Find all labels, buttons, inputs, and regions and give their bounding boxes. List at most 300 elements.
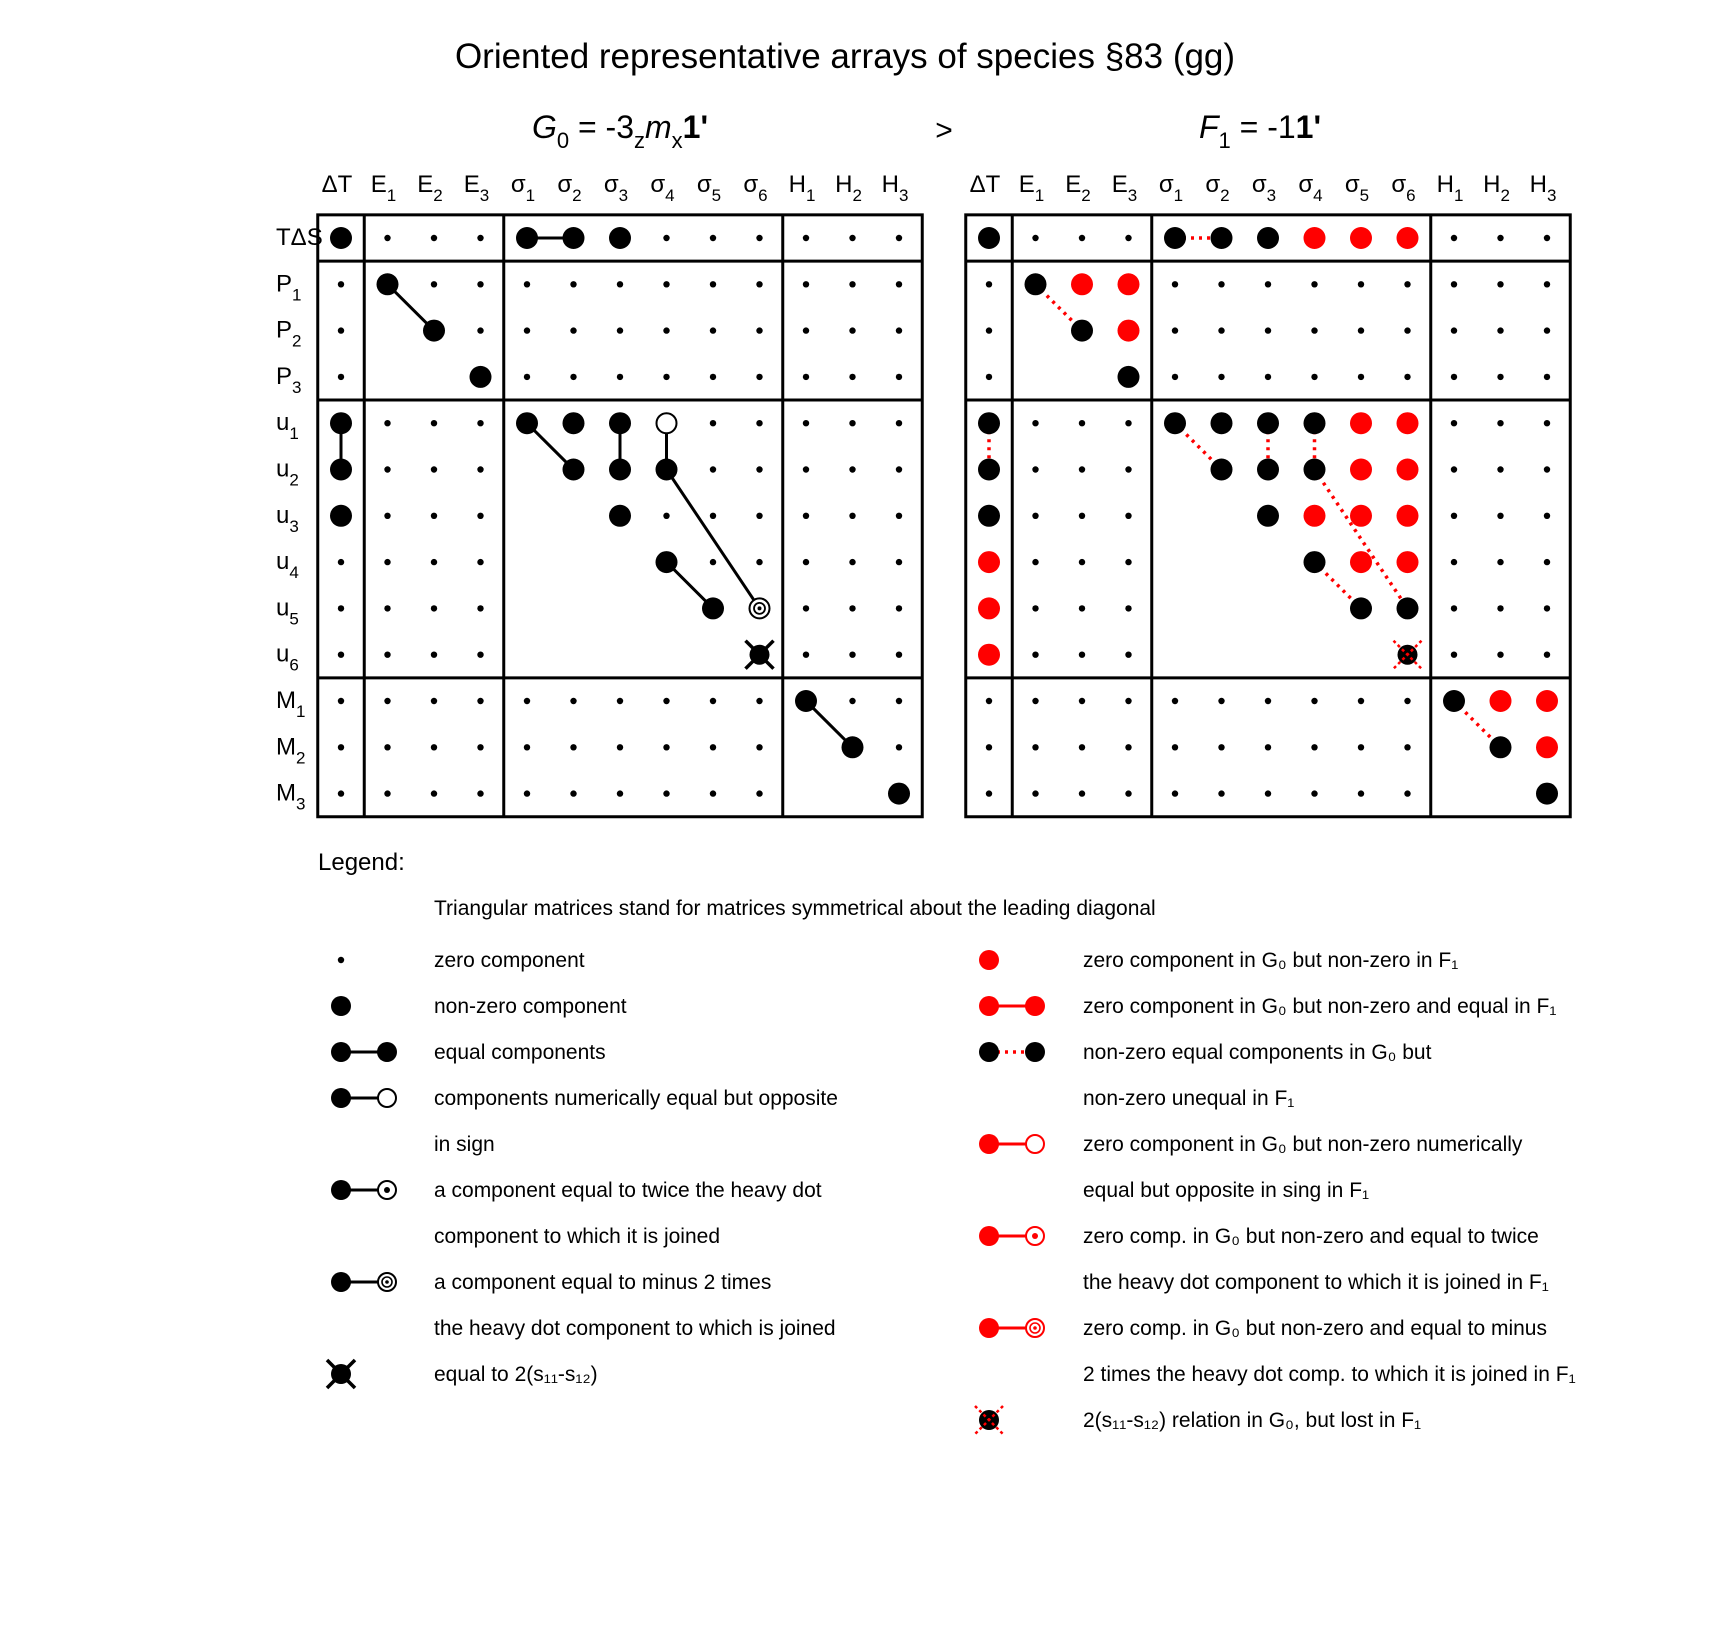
legend-text: equal components	[434, 1041, 606, 1064]
heavy-dot	[1536, 783, 1558, 805]
zero-dot	[1218, 790, 1224, 796]
zero-dot	[617, 698, 623, 704]
heavy-dot	[1350, 597, 1372, 619]
zero-dot	[1544, 605, 1550, 611]
zero-dot	[524, 374, 530, 380]
zero-dot	[1172, 327, 1178, 333]
red-dot	[1397, 551, 1419, 573]
zero-dot	[849, 698, 855, 704]
column-label: $E_2$	[417, 171, 443, 205]
column-label: $E_3$	[1111, 171, 1138, 205]
zero-dot	[1218, 374, 1224, 380]
row-label: $P_2$	[276, 316, 302, 351]
zero-dot	[710, 374, 716, 380]
zero-dot	[477, 698, 483, 704]
legend-text: 2 times the heavy dot comp. to which it is joined in F₁	[1083, 1363, 1576, 1386]
legend-item	[979, 1041, 1432, 1110]
heavy-dot	[702, 597, 724, 619]
heavy-dot	[656, 551, 678, 573]
red-dot	[1397, 505, 1419, 527]
column-label: $H_1$	[1436, 171, 1464, 205]
zero-dot	[896, 327, 902, 333]
zero-dot	[1404, 374, 1410, 380]
zero-dot	[1358, 790, 1364, 796]
zero-dot	[849, 605, 855, 611]
zero-dot	[803, 374, 809, 380]
zero-dot	[1358, 698, 1364, 704]
zero-dot	[1497, 420, 1503, 426]
zero-dot	[477, 744, 483, 750]
zero-dot	[1079, 559, 1085, 565]
legend-text: non-zero equal components in G₀ but	[1083, 1041, 1432, 1064]
zero-dot	[896, 513, 902, 519]
zero-dot	[849, 374, 855, 380]
zero-dot	[384, 559, 390, 565]
legend-item	[327, 1360, 598, 1388]
zero-dot	[1544, 327, 1550, 333]
relation-line	[667, 470, 760, 609]
zero-dot	[1544, 281, 1550, 287]
heavy-dot	[1397, 597, 1419, 619]
zero-dot	[803, 605, 809, 611]
zero-dot	[1544, 652, 1550, 658]
row-label: $u_1$	[276, 409, 299, 444]
legend-text: in sign	[434, 1133, 495, 1156]
red-dot	[978, 597, 1000, 619]
cross-dot-icon	[327, 1360, 355, 1388]
zero-dot	[570, 790, 576, 796]
zero-dot	[849, 281, 855, 287]
zero-dot	[849, 652, 855, 658]
red-dot	[978, 644, 1000, 666]
zero-dot	[431, 698, 437, 704]
zero-dot	[896, 559, 902, 565]
red-dot	[1536, 736, 1558, 758]
legend-item	[331, 1087, 838, 1156]
zero-dot	[896, 744, 902, 750]
heavy-dot	[470, 366, 492, 388]
zero-dot	[803, 466, 809, 472]
zero-dot	[384, 605, 390, 611]
zero-dot	[1265, 744, 1271, 750]
red-bullseye-icon	[979, 1318, 1044, 1338]
zero-dot	[710, 513, 716, 519]
heavy-dotcircle-icon	[331, 1180, 396, 1200]
zero-dot	[710, 420, 716, 426]
zero-dot	[617, 790, 623, 796]
row-label: $M_3$	[276, 779, 306, 814]
zero-dot	[384, 235, 390, 241]
zero-dot	[338, 744, 344, 750]
zero-dot	[1497, 559, 1503, 565]
zero-dot	[1125, 513, 1131, 519]
zero-dot	[756, 466, 762, 472]
column-label: $\sigma_2$	[1205, 171, 1230, 205]
zero-dot	[849, 235, 855, 241]
zero-dot	[1265, 327, 1271, 333]
zero-dot	[896, 235, 902, 241]
zero-dot	[570, 374, 576, 380]
red-dot	[1350, 551, 1372, 573]
zero-dot	[756, 327, 762, 333]
row-label: $u_5$	[276, 594, 299, 629]
legend-item	[979, 1317, 1576, 1386]
legend-text: the heavy dot component to which is joined	[434, 1317, 836, 1340]
zero-dot	[986, 790, 992, 796]
red-dot	[1350, 459, 1372, 481]
zero-dot	[756, 235, 762, 241]
zero-dot	[849, 327, 855, 333]
heavy-dot	[978, 505, 1000, 527]
row-label: $P_3$	[276, 362, 302, 397]
heavy-dot	[1443, 690, 1465, 712]
zero-dot	[1544, 420, 1550, 426]
zero-dot	[617, 374, 623, 380]
column-label: ΔT	[321, 171, 353, 198]
heavy-dot	[1490, 736, 1512, 758]
zero-dot	[1358, 744, 1364, 750]
zero-dot	[986, 327, 992, 333]
heavy-dot	[1304, 551, 1326, 573]
row-label: TΔS	[276, 224, 323, 251]
zero-dot	[1544, 235, 1550, 241]
zero-dot	[524, 327, 530, 333]
red-dotcircle-icon	[979, 1226, 1044, 1246]
heavy-dot	[516, 412, 538, 434]
zero-dot	[710, 327, 716, 333]
heavy-dot	[656, 459, 678, 481]
column-label: $\sigma_6$	[1391, 171, 1416, 205]
zero-dot	[1404, 790, 1410, 796]
zero-dot	[477, 790, 483, 796]
legend-title: Legend:	[318, 849, 405, 876]
zero-dot	[1311, 281, 1317, 287]
zero-dot	[384, 790, 390, 796]
red-dot	[978, 551, 1000, 573]
zero-dot	[1125, 420, 1131, 426]
zero-dot	[617, 327, 623, 333]
zero-dot	[431, 513, 437, 519]
row-label: $M_2$	[276, 733, 306, 768]
red-red-icon	[979, 996, 1045, 1016]
zero-dot	[1265, 790, 1271, 796]
heavy-dot	[377, 273, 399, 295]
row-label: $M_1$	[276, 687, 306, 721]
red-dot	[1304, 505, 1326, 527]
zero-dot	[1032, 652, 1038, 658]
zero-dot	[1497, 466, 1503, 472]
zero-dot	[384, 513, 390, 519]
heavy-dot	[1211, 412, 1233, 434]
zero-dot	[1125, 559, 1131, 565]
column-label: $E_3$	[463, 171, 490, 205]
heavy-dot	[330, 227, 352, 249]
matrix-headings	[532, 109, 1321, 153]
legend-item	[979, 949, 1458, 972]
zero-dot	[338, 374, 344, 380]
zero-dot	[710, 235, 716, 241]
heavy-dot	[978, 459, 1000, 481]
zero-dot	[1404, 281, 1410, 287]
zero-dot	[1358, 374, 1364, 380]
cross-dot	[1394, 641, 1422, 669]
left-matrix	[276, 171, 922, 817]
zero-dot	[803, 235, 809, 241]
red-hollow-icon	[979, 1134, 1044, 1154]
heavy-dot	[1071, 320, 1093, 342]
heavy-bullseye-icon	[331, 1272, 396, 1292]
legend-text: zero component in G₀ but non-zero in F₁	[1083, 949, 1459, 972]
cross-dot	[746, 641, 774, 669]
red-dot	[1397, 459, 1419, 481]
bullseye-dot	[750, 598, 770, 618]
heavy-dot	[330, 459, 352, 481]
column-label: $\sigma_3$	[603, 171, 629, 205]
legend-text: zero comp. in G₀ but non-zero and equal to minus	[1083, 1317, 1547, 1340]
zero-dot	[570, 698, 576, 704]
zero-dot	[570, 281, 576, 287]
zero-dot	[756, 698, 762, 704]
zero-dot	[1265, 281, 1271, 287]
zero-dot	[477, 420, 483, 426]
zero-dot	[338, 698, 344, 704]
zero-dot	[1125, 605, 1131, 611]
zero-dot	[477, 466, 483, 472]
zero-dot	[1497, 327, 1503, 333]
heavy-dot	[978, 227, 1000, 249]
heavy-dot	[1025, 273, 1047, 295]
zero-dot	[1079, 652, 1085, 658]
zero-dot	[1497, 235, 1503, 241]
zero-dot	[986, 698, 992, 704]
heavy-dot	[609, 459, 631, 481]
matrices	[276, 171, 1570, 817]
heavy-dot	[978, 412, 1000, 434]
heavy-dot	[1257, 412, 1279, 434]
legend-text: non-zero unequal in F₁	[1083, 1087, 1295, 1110]
heavy-dot	[563, 412, 585, 434]
zero-dot	[986, 374, 992, 380]
heavy-dot	[1304, 412, 1326, 434]
row-label: $u_3$	[276, 501, 299, 536]
heavy-hollow-icon	[331, 1088, 396, 1108]
heavy-dot	[1257, 459, 1279, 481]
zero-dot	[1265, 698, 1271, 704]
zero-dot	[1032, 466, 1038, 472]
red-dot	[1350, 412, 1372, 434]
legend-text: a component equal to twice the heavy dot	[434, 1179, 822, 1202]
zero-dot	[477, 327, 483, 333]
zero-dot	[617, 744, 623, 750]
zero-dot	[803, 513, 809, 519]
zero-dot	[1451, 559, 1457, 565]
heavy-dot	[1164, 227, 1186, 249]
zero-dot	[1497, 652, 1503, 658]
zero-dot	[338, 652, 344, 658]
heavy-dot	[330, 412, 352, 434]
zero-dot	[663, 698, 669, 704]
zero-dot	[756, 374, 762, 380]
red-dot	[1071, 273, 1093, 295]
column-label: $\sigma_5$	[696, 171, 722, 205]
heavy-dot	[1164, 412, 1186, 434]
zero-dot	[431, 281, 437, 287]
relation-line	[1315, 470, 1408, 609]
zero-dot	[1404, 327, 1410, 333]
column-label: $E_1$	[1018, 171, 1045, 205]
zero-dot	[663, 281, 669, 287]
column-label: $\sigma_4$	[650, 171, 675, 205]
zero-dot	[1125, 698, 1131, 704]
zero-dot	[803, 652, 809, 658]
zero-dot	[756, 281, 762, 287]
column-label: $H_2$	[1483, 171, 1510, 205]
zero-dot	[896, 652, 902, 658]
zero-dot	[477, 235, 483, 241]
legend-text: component to which it is joined	[434, 1225, 720, 1248]
legend-text: zero component in G₀ but non-zero and equal in F₁	[1083, 995, 1557, 1018]
zero-dot	[338, 790, 344, 796]
zero-dot	[1079, 605, 1085, 611]
zero-dot	[896, 698, 902, 704]
zero-dot	[1544, 466, 1550, 472]
lost-cross-icon	[975, 1406, 1003, 1434]
zero-dot	[1358, 327, 1364, 333]
zero-dot	[803, 327, 809, 333]
zero-dot	[1544, 559, 1550, 565]
zero-dot	[1451, 374, 1457, 380]
zero-dot	[1032, 559, 1038, 565]
zero-dot	[1079, 513, 1085, 519]
legend-item	[331, 995, 627, 1018]
zero-dot	[477, 559, 483, 565]
zero-dot	[431, 790, 437, 796]
right-matrix-heading: $F_1 = -11'$	[1198, 109, 1322, 153]
zero-dot	[524, 698, 530, 704]
zero-dot	[1032, 420, 1038, 426]
zero-dot	[756, 420, 762, 426]
zero-dot	[1218, 744, 1224, 750]
zero-dot	[1451, 281, 1457, 287]
zero-dot	[1125, 466, 1131, 472]
left-matrix-heading: $G_0 = -3_zm_x1'$	[531, 109, 709, 153]
column-label: $H_1$	[788, 171, 816, 205]
row-label: $u_2$	[276, 455, 299, 490]
zero-dot	[896, 420, 902, 426]
legend-text: 2(s₁₁-s₁₂) relation in G₀, but lost in F₁	[1083, 1409, 1422, 1432]
zero-dot	[338, 559, 344, 565]
legend-text: non-zero component	[434, 995, 627, 1018]
heavy-dotted-icon	[979, 1042, 1045, 1062]
legend-text: a component equal to minus 2 times	[434, 1271, 772, 1294]
zero-dot	[1125, 652, 1131, 658]
zero-dot	[1218, 327, 1224, 333]
zero-dot	[1497, 281, 1503, 287]
red-dot	[1536, 690, 1558, 712]
right-matrix	[966, 171, 1571, 817]
legend-text: components numerically equal but opposite	[434, 1087, 838, 1110]
zero-dot	[1172, 698, 1178, 704]
zero-dot	[477, 652, 483, 658]
zero-dot	[986, 744, 992, 750]
zero-dot	[431, 652, 437, 658]
zero-dot	[756, 559, 762, 565]
row-label: $u_4$	[276, 548, 299, 583]
heavy-dot	[423, 320, 445, 342]
zero-dot	[1311, 327, 1317, 333]
zero-dot	[986, 281, 992, 287]
heavy-dot	[563, 227, 585, 249]
zero-dot	[477, 513, 483, 519]
zero-dot	[338, 327, 344, 333]
zero-dot	[1451, 235, 1457, 241]
zero-dot	[1218, 698, 1224, 704]
zero-dot	[896, 374, 902, 380]
zero-dot	[1311, 698, 1317, 704]
zero-dot	[384, 698, 390, 704]
zero-dot	[1172, 790, 1178, 796]
zero-dot	[1451, 513, 1457, 519]
zero-dot	[710, 466, 716, 472]
red-dot	[1397, 412, 1419, 434]
column-label: $\sigma_4$	[1298, 171, 1323, 205]
legend-item	[331, 1271, 836, 1340]
zero-dot	[1497, 374, 1503, 380]
zero-dot	[710, 281, 716, 287]
heavy-heavy-icon	[331, 1042, 397, 1062]
zero-dot	[1079, 744, 1085, 750]
red-dot	[1350, 505, 1372, 527]
zero-dot	[431, 605, 437, 611]
zero-dot	[431, 559, 437, 565]
legend-item	[331, 1041, 606, 1064]
column-label: $\sigma_1$	[1158, 171, 1184, 205]
heavy-dot	[1211, 227, 1233, 249]
zero-dot	[1125, 235, 1131, 241]
zero-dot	[663, 513, 669, 519]
column-label: $\sigma_6$	[743, 171, 768, 205]
comparison-symbol	[935, 114, 953, 147]
zero-dot	[710, 790, 716, 796]
zero-dot	[663, 327, 669, 333]
column-label: $\sigma_1$	[510, 171, 536, 205]
legend-text: equal but opposite in sing in F₁	[1083, 1179, 1370, 1202]
row-label: $u_6$	[276, 640, 299, 675]
zero-dot	[896, 466, 902, 472]
heavy-dot	[1211, 459, 1233, 481]
zero-dot	[663, 374, 669, 380]
legend-item	[979, 1133, 1523, 1202]
red-dot	[1304, 227, 1326, 249]
zero-dot	[663, 790, 669, 796]
column-label: $H_2$	[835, 171, 862, 205]
zero-dot	[1358, 281, 1364, 287]
heavy-dot	[1118, 366, 1140, 388]
red-dot	[1118, 320, 1140, 342]
zero-dot	[1404, 744, 1410, 750]
heavy-dot	[1257, 505, 1279, 527]
zero-dot	[896, 605, 902, 611]
zero-dot	[570, 327, 576, 333]
zero-dot	[1032, 698, 1038, 704]
heavy-dot	[563, 459, 585, 481]
heavy-dot	[795, 690, 817, 712]
zero-dot	[431, 235, 437, 241]
zero-dot	[338, 281, 344, 287]
legend-item	[979, 1225, 1549, 1294]
heavy-dot	[1257, 227, 1279, 249]
legend-text: equal to 2(s₁₁-s₁₂)	[434, 1363, 598, 1386]
